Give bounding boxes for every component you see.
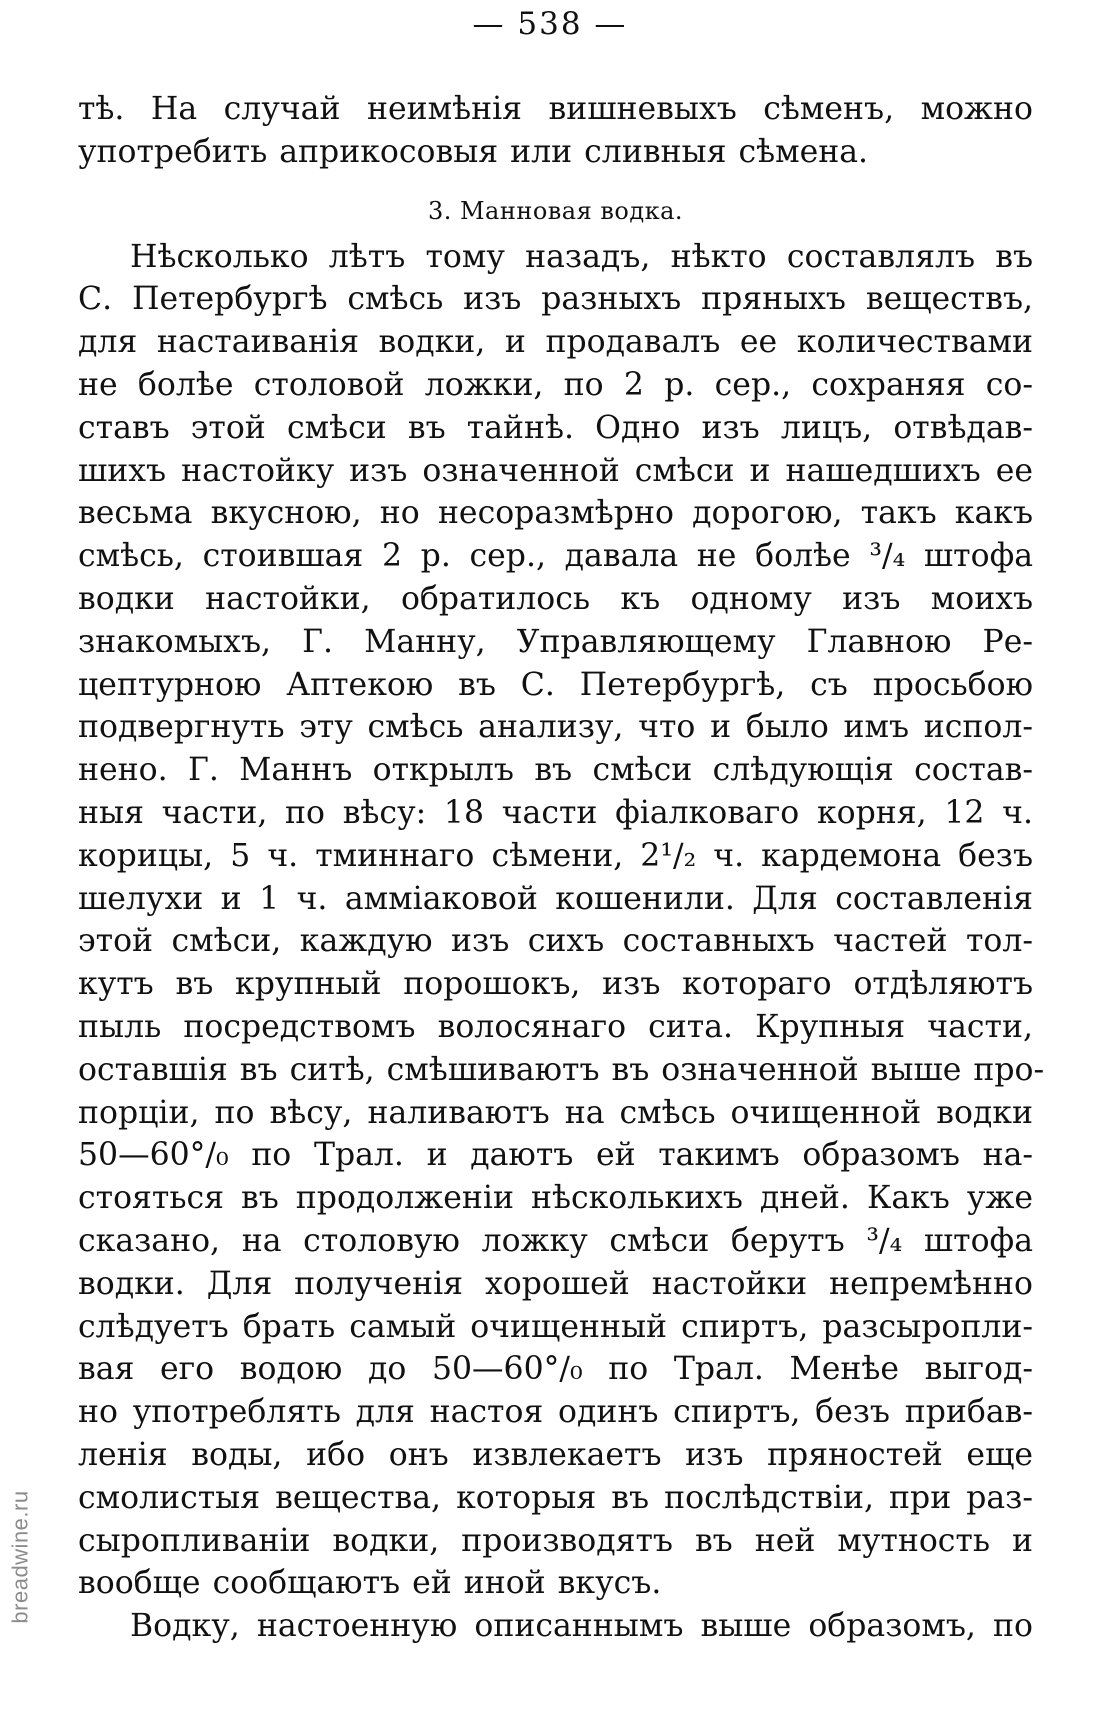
text-line: не болѣе столовой ложки, по 2 р. сер., сохраняя со-	[78, 366, 1033, 403]
text-line: 50—60°/₀ по Трал. и даютъ ей такимъ образомъ на-	[78, 1137, 1033, 1174]
text-line: ленія воды, ибо онъ извлекаетъ изъ пряностей еще	[78, 1436, 1033, 1473]
text-line: весьма вкусною, но несоразмѣрно дорогою, такъ какъ	[78, 495, 1033, 532]
text-line: смѣсь, стоившая 2 р. сер., давала не болѣе ³/₄ штофа	[78, 538, 1033, 575]
text-line: шелухи и 1 ч. амміаковой кошенили. Для составленія	[78, 880, 1033, 917]
text-line: знакомыхъ, Г. Манну, Управляющему Главною Ре-	[78, 623, 1033, 660]
text-line: этой смѣси, каждую изъ сихъ составныхъ частей тол-	[78, 923, 1033, 960]
text-line: подвергнуть эту смѣсь анализу, что и было имъ испол-	[78, 709, 1033, 746]
text-line: корицы, 5 ч. тминнаго сѣмени, 2¹/₂ ч. кардемона безъ	[78, 837, 1033, 874]
text-line: смолистыя вещества, которыя въ послѣдствіи, при раз-	[78, 1479, 1033, 1516]
text-line: водки настойки, обратилось къ одному изъ моихъ	[78, 580, 1033, 617]
text-line: кутъ въ крупный порошокъ, изъ котораго отдѣляютъ	[78, 966, 1033, 1003]
text-line: для настаиванія водки, и продавалъ ее количествами	[78, 324, 1033, 361]
text-line: водки. Для полученія хорошей настойки непремѣнно	[78, 1265, 1033, 1302]
text-line: сыропливаніи водки, производятъ въ ней мутность и	[78, 1522, 1033, 1559]
section-heading: 3. Манновая водка.	[427, 196, 684, 225]
text-line: ныя части, по вѣсу: 18 части фіалковаго корня, 12 ч.	[78, 794, 1033, 831]
text-line: тѣ. На случай неимѣнія вишневыхъ сѣменъ, можно	[78, 91, 1033, 127]
text-line: оставшія въ ситѣ, смѣшиваютъ въ означенной выше про-	[78, 1051, 1045, 1088]
page-number: — 538 —	[472, 6, 628, 42]
text-line: ставъ этой смѣси въ тайнѣ. Одно изъ лицъ, отвѣдав-	[78, 409, 1033, 446]
text-line: вая его водою до 50—60°/₀ по Трал. Менѣе выгод-	[78, 1351, 1033, 1388]
text-line: цептурною Аптекою въ С. Петербургѣ, съ просьбою	[78, 666, 1033, 703]
text-line: употребить априкосовыя или сливныя сѣмена.	[78, 133, 869, 170]
text-line: нено. Г. Маннъ открылъ въ смѣси слѣдующія состав-	[78, 752, 1033, 789]
text-line: вообще сообщаютъ ей иной вкусъ.	[78, 1565, 662, 1602]
text-line: Водку, настоенную описаннымъ выше образомъ, по	[130, 1608, 1033, 1645]
text-line: порціи, по вѣсу, наливаютъ на смѣсь очищенной водки	[78, 1094, 1033, 1131]
text-line: пыль посредствомъ волосянаго сита. Крупныя части,	[78, 1008, 1033, 1045]
text-line: С. Петербургѣ смѣсь изъ разныхъ пряныхъ веществъ,	[78, 281, 1033, 318]
text-line: Нѣсколько лѣтъ тому назадъ, нѣкто составлялъ въ	[130, 238, 1033, 275]
text-line: слѣдуетъ брать самый очищенный спиртъ, разсыропли-	[78, 1308, 1033, 1345]
text-line: но употреблять для настоя одинъ спиртъ, безъ прибав-	[78, 1394, 1033, 1431]
text-line: сказано, на столовую ложку смѣси берутъ ³/₄ штофа	[78, 1222, 1033, 1259]
text-line: стояться въ продолженіи нѣсколькихъ дней. Какъ уже	[78, 1180, 1033, 1217]
body-text	[78, 88, 1045, 1648]
watermark-text: breadwine.ru	[8, 1490, 33, 1624]
text-line: шихъ настойку изъ означенной смѣси и нашедшихъ ее	[78, 452, 1033, 489]
watermark	[6, 1320, 36, 1720]
